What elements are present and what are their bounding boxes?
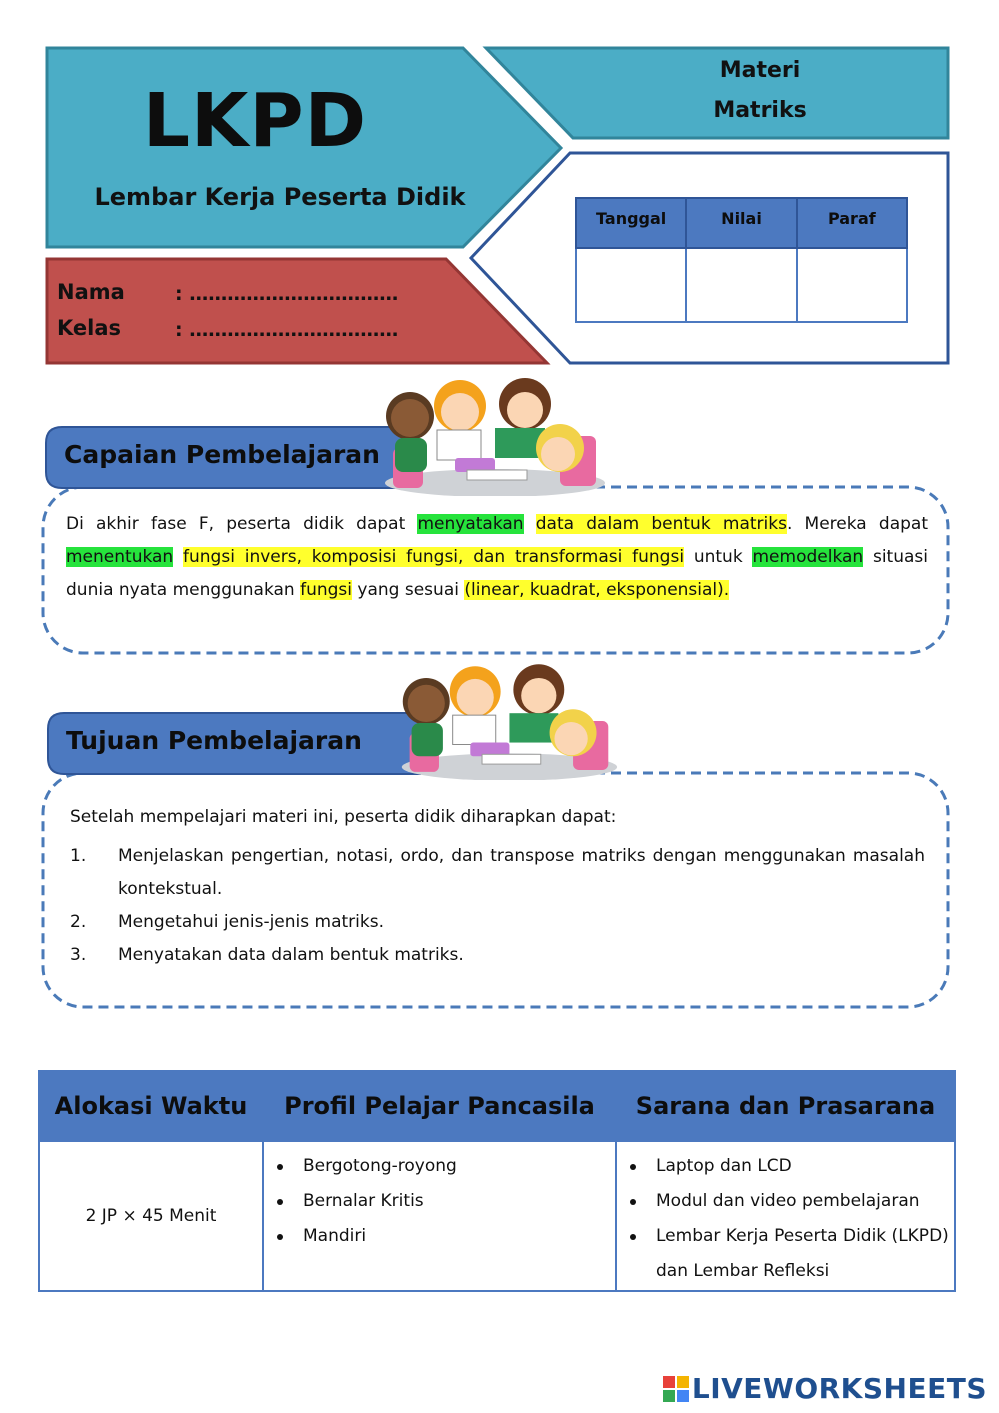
profil-cell — [263, 1141, 616, 1291]
list-item: Laptop dan LCD — [618, 1149, 953, 1184]
header-alokasi-waktu: Alokasi Waktu — [39, 1071, 263, 1141]
tujuan-title: Tujuan Pembelajaran — [66, 726, 362, 755]
list-item: Bernalar Kritis — [265, 1184, 614, 1219]
students-reading-illustration — [375, 378, 610, 496]
score-table — [575, 197, 908, 323]
liveworksheets-logo-icon — [663, 1376, 689, 1402]
tujuan-list — [70, 840, 925, 972]
lkpd-subtitle: Lembar Kerja Peserta Didik — [94, 183, 466, 211]
highlighted-phrase: (linear, kuadrat, eksponensial). — [464, 580, 730, 600]
header-profil-pelajar: Profil Pelajar Pancasila — [263, 1071, 616, 1141]
nama-field[interactable]: : …………………………… — [175, 283, 399, 305]
capaian-text — [66, 508, 928, 607]
text-segment: Di akhir fase F, peserta didik dapat — [66, 514, 418, 534]
text-segment — [524, 514, 536, 534]
list-item: Mandiri — [265, 1219, 614, 1254]
text-segment: yang sesuai — [352, 580, 465, 600]
score-header-nilai: Nilai — [686, 198, 796, 248]
capaian-title: Capaian Pembelajaran — [64, 440, 380, 469]
list-item: 1. Menjelaskan pengertian, notasi, ordo, dan transpose matriks dengan menggunakan masalah kontekstual. — [70, 846, 925, 899]
score-cell-tanggal[interactable] — [576, 248, 686, 322]
header-sarana: Sarana dan Prasarana — [616, 1071, 955, 1141]
highlighted-phrase: menyatakan — [417, 514, 524, 534]
liveworksheets-logo[interactable] — [663, 1372, 987, 1405]
text-segment: untuk — [684, 547, 753, 567]
liveworksheets-logo-text: LIVEWORKSHEETS — [691, 1372, 987, 1405]
list-item: 2. Mengetahui jenis-jenis matriks. — [70, 912, 384, 932]
kelas-field[interactable]: : …………………………… — [175, 319, 399, 341]
list-item: Bergotong-royong — [265, 1149, 614, 1184]
students-reading-illustration-2 — [392, 664, 622, 780]
score-header-paraf: Paraf — [797, 198, 907, 248]
highlighted-phrase: memodelkan — [752, 547, 864, 567]
score-cell-nilai[interactable] — [686, 248, 796, 322]
highlighted-phrase: menentukan — [66, 547, 174, 567]
nama-label: Nama — [57, 280, 125, 304]
lkpd-title: LKPD — [142, 78, 368, 164]
score-cell-paraf[interactable] — [797, 248, 907, 322]
sarana-cell — [616, 1141, 955, 1291]
identity-banner-shape — [47, 259, 547, 363]
highlighted-phrase: fungsi — [300, 580, 353, 600]
alokasi-waktu-value: 2 JP × 45 Menit — [39, 1141, 263, 1291]
kelas-label: Kelas — [57, 316, 122, 340]
highlighted-phrase: fungsi invers, komposisi fungsi, dan transformasi fungsi — [183, 547, 685, 567]
score-header-tanggal: Tanggal — [576, 198, 686, 248]
highlighted-phrase: data dalam bentuk matriks — [535, 514, 787, 534]
materi-label: Materi — [719, 58, 801, 83]
tujuan-intro: Setelah mempelajari materi ini, peserta didik diharapkan dapat: — [70, 807, 617, 827]
list-item: Modul dan video pembelajaran — [618, 1184, 953, 1219]
list-item: Lembar Kerja Peserta Didik (LKPD) dan Lembar Refleksi — [618, 1219, 953, 1289]
materi-value: Matriks — [713, 98, 807, 123]
text-segment — [173, 547, 183, 567]
list-item: 3. Menyatakan data dalam bentuk matriks. — [70, 945, 464, 965]
text-segment: . Mereka dapat — [786, 514, 928, 534]
info-table — [38, 1070, 956, 1292]
text-segment: situasi dunia nyata menggunakan — [66, 547, 928, 600]
